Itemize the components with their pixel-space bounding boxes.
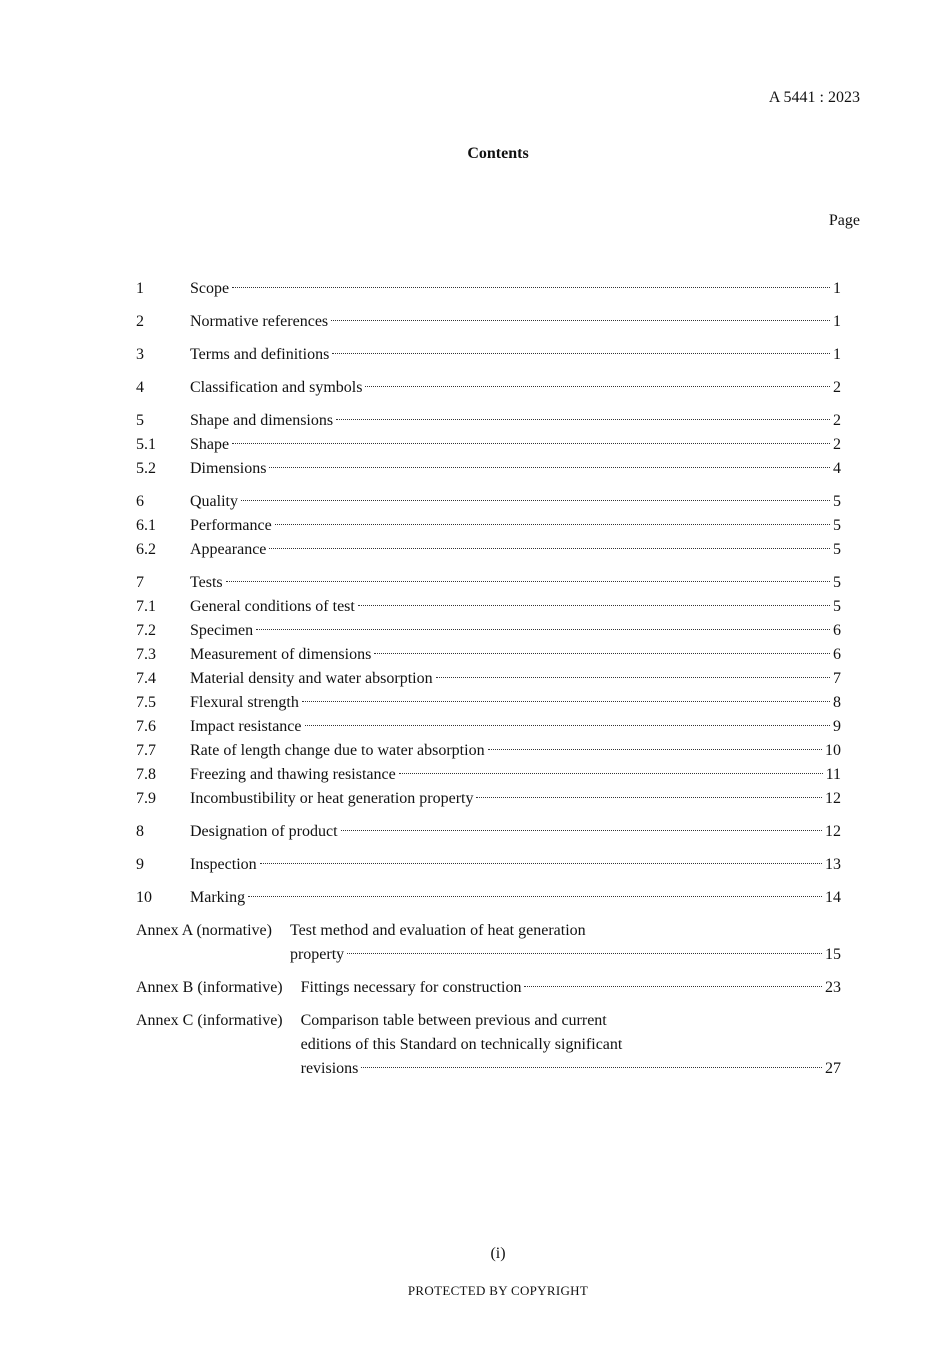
toc-entry[interactable] xyxy=(136,820,841,844)
annex-title-text: Fittings necessary for construction xyxy=(300,979,522,996)
toc-entry-title: Inspection xyxy=(190,856,257,873)
toc-entry-number: 7.4 xyxy=(136,670,156,687)
toc-annex-entry[interactable] xyxy=(136,919,841,967)
toc-entry-title: Incombustibility or heat generation property xyxy=(190,790,474,807)
toc-entry-title: Measurement of dimensions xyxy=(190,646,372,663)
dot-leader xyxy=(336,419,830,420)
dot-leader xyxy=(361,1067,822,1068)
toc-entry-number: 3 xyxy=(136,346,144,363)
annex-title-text: revisions xyxy=(300,1060,359,1077)
toc-entry-title: Designation of product xyxy=(190,823,338,840)
dot-leader xyxy=(331,320,830,321)
toc-entry[interactable] xyxy=(136,514,841,538)
dot-leader xyxy=(241,500,830,501)
dot-leader xyxy=(232,287,830,288)
annex-title-line: Comparison table between previous and current xyxy=(300,1012,607,1029)
document-id: A 5441 : 2023 xyxy=(768,89,860,106)
dot-leader xyxy=(332,353,830,354)
toc-entry[interactable] xyxy=(136,715,841,739)
dot-leader xyxy=(302,701,830,702)
toc-entry[interactable] xyxy=(136,277,841,301)
annex-label: Annex B (informative) xyxy=(136,979,283,996)
copyright-notice: PROTECTED BY COPYRIGHT xyxy=(407,1283,589,1298)
toc-entry-number: 6.2 xyxy=(136,541,156,558)
toc-entry-page: 1 xyxy=(833,346,841,363)
toc-entry-page: 5 xyxy=(833,598,841,615)
toc-entry-number: 8 xyxy=(136,823,144,840)
toc-entry-title: Material density and water absorption xyxy=(190,670,433,687)
toc-entry-title: Scope xyxy=(190,280,230,297)
toc-entry-title: Classification and symbols xyxy=(190,379,363,396)
annex-title-text: property xyxy=(289,946,345,963)
toc-section-group xyxy=(136,571,841,811)
dot-leader xyxy=(341,830,822,831)
toc-entry-number: 7.2 xyxy=(136,622,156,639)
toc-entry-title: Terms and definitions xyxy=(190,346,330,363)
toc-entry[interactable] xyxy=(136,595,841,619)
toc-entry-title: Specimen xyxy=(190,622,254,639)
annex-title-line xyxy=(301,1057,841,1081)
toc-entry-page: 11 xyxy=(825,766,841,783)
toc-section-group xyxy=(136,376,841,400)
toc-section-group xyxy=(136,886,841,910)
annex-page: 23 xyxy=(825,979,841,996)
annex-label: Annex A (normative) xyxy=(136,922,272,939)
toc-entry[interactable] xyxy=(136,571,841,595)
toc-entry-title: Shape and dimensions xyxy=(190,412,334,429)
toc-entry-number: 5.2 xyxy=(136,460,156,477)
toc-section-group xyxy=(136,310,841,334)
toc-entry-number: 7.1 xyxy=(136,598,156,615)
toc-entry-page: 10 xyxy=(825,742,841,759)
toc-entry-page: 8 xyxy=(833,694,841,711)
table-of-contents xyxy=(136,277,841,1090)
toc-entry-number: 7.3 xyxy=(136,646,156,663)
toc-entry-page: 2 xyxy=(833,412,841,429)
toc-entry[interactable] xyxy=(136,457,841,481)
dot-leader xyxy=(524,986,822,987)
toc-entry-page: 5 xyxy=(833,574,841,591)
toc-entry-page: 7 xyxy=(833,670,841,687)
dot-leader xyxy=(436,677,830,678)
toc-section-group xyxy=(136,343,841,367)
dot-leader xyxy=(358,605,830,606)
toc-entry-page: 5 xyxy=(833,493,841,510)
annex-page: 27 xyxy=(825,1060,841,1077)
toc-section-group xyxy=(136,277,841,301)
toc-entry-page: 13 xyxy=(825,856,841,873)
toc-entry-number: 5 xyxy=(136,412,144,429)
annex-title-line: Test method and evaluation of heat generation xyxy=(289,922,586,939)
toc-entry-page: 5 xyxy=(833,541,841,558)
toc-entry-number: 6.1 xyxy=(136,517,156,534)
toc-entry-number: 5.1 xyxy=(136,436,156,453)
dot-leader xyxy=(232,443,830,444)
toc-entry[interactable] xyxy=(136,376,841,400)
dot-leader xyxy=(248,896,822,897)
toc-section-group xyxy=(136,820,841,844)
dot-leader xyxy=(476,797,822,798)
annex-title-line xyxy=(290,943,841,967)
toc-entry-title: Shape xyxy=(190,436,230,453)
toc-entry-title: Marking xyxy=(190,889,246,906)
toc-entry-title: Normative references xyxy=(190,313,329,330)
toc-entry-page: 4 xyxy=(833,460,841,477)
toc-entry-number: 4 xyxy=(136,379,144,396)
toc-entry-page: 6 xyxy=(833,622,841,639)
toc-entry-title: Tests xyxy=(190,574,223,591)
page-column-label: Page xyxy=(828,212,860,229)
toc-entry-number: 7 xyxy=(136,574,144,591)
toc-entry[interactable] xyxy=(136,619,841,643)
dot-leader xyxy=(365,386,830,387)
toc-entry-page: 14 xyxy=(825,889,841,906)
toc-entry-page: 1 xyxy=(833,313,841,330)
footer-page-number: (i) xyxy=(490,1245,506,1262)
toc-section-group xyxy=(136,853,841,877)
annex-title-line: editions of this Standard on technically significant xyxy=(300,1036,623,1053)
toc-entry-title: Rate of length change due to water absorption xyxy=(190,742,485,759)
toc-entry-number: 2 xyxy=(136,313,144,330)
toc-entry-page: 2 xyxy=(833,379,841,396)
toc-entry[interactable] xyxy=(136,409,841,433)
toc-entry-page: 2 xyxy=(833,436,841,453)
toc-entry[interactable] xyxy=(136,739,841,763)
toc-entry-title: Performance xyxy=(190,517,272,534)
toc-entry-page: 5 xyxy=(833,517,841,534)
toc-section-group xyxy=(136,409,841,481)
dot-leader xyxy=(305,725,831,726)
page-title: Contents xyxy=(467,145,529,162)
dot-leader xyxy=(374,653,830,654)
toc-entry[interactable] xyxy=(136,490,841,514)
dot-leader xyxy=(269,548,830,549)
toc-entry-page: 9 xyxy=(833,718,841,735)
dot-leader xyxy=(226,581,830,582)
toc-entry-number: 6 xyxy=(136,493,144,510)
toc-entry-page: 1 xyxy=(833,280,841,297)
toc-annex-entry[interactable] xyxy=(136,976,841,1000)
dot-leader xyxy=(275,524,830,525)
toc-entry-number: 7.9 xyxy=(136,790,156,807)
toc-section-group xyxy=(136,490,841,562)
annex-page: 15 xyxy=(825,946,841,963)
toc-entry[interactable] xyxy=(136,310,841,334)
toc-entry[interactable] xyxy=(136,667,841,691)
toc-entry-number: 1 xyxy=(136,280,144,297)
toc-entry-title: Appearance xyxy=(190,541,267,558)
dot-leader xyxy=(256,629,830,630)
toc-entry[interactable] xyxy=(136,763,841,787)
annex-title-line xyxy=(301,976,841,1000)
dot-leader xyxy=(347,953,822,954)
toc-entry-title: Quality xyxy=(190,493,238,510)
toc-entry-title: Dimensions xyxy=(190,460,267,477)
toc-entry[interactable] xyxy=(136,853,841,877)
toc-annex-entry[interactable] xyxy=(136,1009,841,1081)
toc-entry-title: Freezing and thawing resistance xyxy=(190,766,396,783)
toc-entry[interactable] xyxy=(136,343,841,367)
toc-entry-title: General conditions of test xyxy=(190,598,355,615)
toc-entry-page: 6 xyxy=(833,646,841,663)
toc-entry-title: Impact resistance xyxy=(190,718,302,735)
toc-entry-number: 10 xyxy=(136,889,152,906)
dot-leader xyxy=(488,749,822,750)
toc-entry-page: 12 xyxy=(825,823,841,840)
toc-entry[interactable] xyxy=(136,787,841,811)
dot-leader xyxy=(399,773,823,774)
toc-entry[interactable] xyxy=(136,643,841,667)
dot-leader xyxy=(269,467,830,468)
dot-leader xyxy=(260,863,822,864)
annex-label: Annex C (informative) xyxy=(136,1012,283,1029)
toc-entry[interactable] xyxy=(136,691,841,715)
toc-entry-title: Flexural strength xyxy=(190,694,299,711)
toc-entry-number: 7.6 xyxy=(136,718,156,735)
toc-entry[interactable] xyxy=(136,433,841,457)
toc-entry-page: 12 xyxy=(825,790,841,807)
toc-entry-number: 7.8 xyxy=(136,766,156,783)
toc-entry-number: 9 xyxy=(136,856,144,873)
toc-entry[interactable] xyxy=(136,538,841,562)
toc-entry-number: 7.7 xyxy=(136,742,156,759)
toc-entry-number: 7.5 xyxy=(136,694,156,711)
toc-entry[interactable] xyxy=(136,886,841,910)
